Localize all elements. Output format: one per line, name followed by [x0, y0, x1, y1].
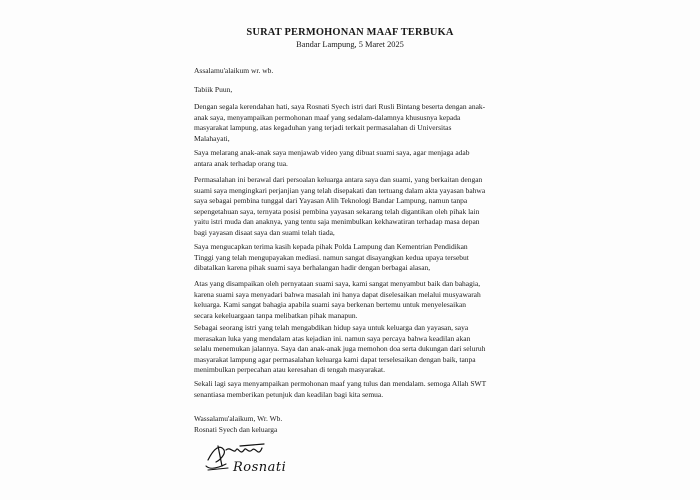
place-date: Bandar Lampung, 5 Maret 2025 — [296, 40, 404, 49]
paragraph-4 — [194, 242, 539, 274]
salutation: Assalamu'alaikum wr. wb. — [194, 66, 274, 75]
text-line: masyarakat lampung agar permasalahan keluarga kami dapat terselesaikan dengan baik, tanpa — [194, 354, 476, 364]
signature — [200, 440, 320, 495]
paragraph-2 — [194, 148, 539, 169]
text-line: anak saya, menyampaikan permohonan maaf yang sedalam-dalamnya khususnya kepada — [194, 112, 461, 122]
sender: Rosnati Syech dan keluarga — [194, 424, 278, 434]
text-line: senantiasa memberikan petunjuk dan keadilan bagi kita semua. — [194, 389, 384, 399]
text-line: Permasalahan ini berawal dari persoalan keluarga antara saya dan suami, yang berkaitan dengan — [194, 175, 483, 184]
text-line: bagi yayasan disaat saya dan suami telah tiada, — [194, 227, 335, 237]
greeting: Tabiik Puun, — [194, 85, 233, 94]
text-line: keluarga. Kami sangat bahagia apabila suami saya berkenan bertemu untuk menyelesaikan — [194, 300, 467, 310]
text-line: Tinggi yang telah mengupayakan mediasi. namun sangat disayangkan kedua upaya tersebut — [194, 252, 469, 262]
text-line: sepengetahuan saya, ternyata posisi pembina yayasan sekarang telah digantikan oleh pihak lain — [194, 206, 480, 216]
text-line: Saya mengucapkan terima kasih kepada pihak Polda Lampung dan Kementrian Pendidikan — [194, 242, 468, 251]
text-line: saya sebagai pembina tunggal dari Yayasan Alih Teknologi Bandar Lampung, namun tanpa — [194, 196, 468, 206]
text-line: Dengan segala kerendahan hati, saya Rosnati Syech istri dari Rusli Bintang beserta dengan anak- — [194, 102, 486, 111]
text-line: menimbulkan perpecahan atau keresahan di tengah masyarakat. — [194, 365, 385, 375]
text-line: merasakan luka yang mendalam atas kejadian ini. namun saya percaya bahwa keadilan akan — [194, 333, 471, 343]
text-line: Saya melarang anak-anak saya menjawab video yang dibuat suami saya, agar menjaga adab — [194, 148, 470, 157]
text-line: Malahayati, — [194, 133, 230, 143]
text-line: yaitu istri muda dan anaknya, yang tentu saja menimbulkan kekhawatiran terhadap masa depan — [194, 217, 480, 227]
closing-block — [194, 414, 539, 435]
text-line: Atas yang disampaikan oleh pernyataan suami saya, kami sangat menyambut baik dan bahagia, — [194, 279, 481, 288]
paragraph-1 — [194, 102, 539, 144]
text-line: Sekali lagi saya menyampaikan permohonan maaf yang tulus dan mendalam. semoga Allah SWT — [194, 379, 487, 388]
text-line: antara anak terhadap orang tua. — [194, 158, 288, 168]
text-line: selalu menemukan jalannya. Saya dan anak-anak juga memohon doa serta dukungan dari seluruh — [194, 344, 486, 354]
paragraph-7 — [194, 379, 539, 400]
paragraph-3 — [194, 175, 539, 239]
text-line: masyarakat lampung, atas kegaduhan yang terjadi terkait permasalahan di Universitas — [194, 123, 452, 133]
text-line: secara kekeluargaan tanpa melibatkan pihak manapun. — [194, 310, 358, 320]
text-line: Sebagai seorang istri yang telah mengabdikan hidup saya untuk keluarga dan yayasan, saya — [194, 323, 469, 332]
signature-name: Rosnati — [233, 460, 287, 475]
text-line: suami saya mengingkari perjanjian yang telah disepakati dan tertuang dalam akta yayasan bahwa — [194, 185, 486, 195]
letter-title: SURAT PERMOHONAN MAAF TERBUKA — [246, 27, 454, 38]
paragraph-6 — [194, 323, 539, 376]
text-line: karena suami saya menyadari bahwa masalah ini hanya dapat diselesaikan melalui musyawarah — [194, 289, 481, 299]
text-line: dibatalkan karena pihak suami saya berhalangan hadir dengan berbagai alasan, — [194, 263, 431, 273]
paragraph-5 — [194, 279, 539, 321]
closing: Wassalamu'alaikum, Wr. Wb. — [194, 414, 283, 423]
